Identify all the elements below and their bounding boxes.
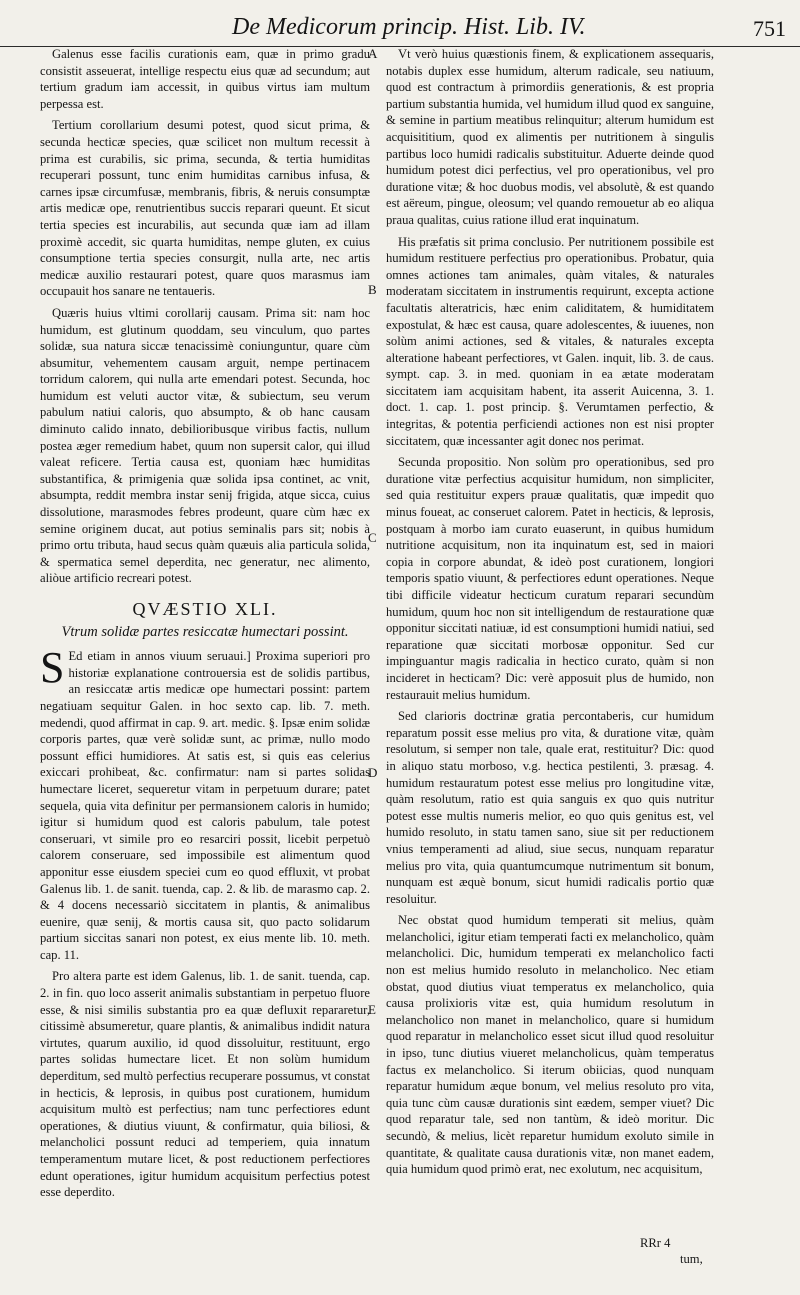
margin-letter-a: A — [368, 46, 378, 61]
margin-letter-column — [368, 0, 388, 1295]
right-column — [386, 46, 714, 1183]
signature-mark: RRr 4 — [640, 1236, 671, 1250]
paragraph: Nec obstat quod humidum temperati sit melius, quàm melancholici, igitur etiam temperati facti ex melancholico, quàm melancholici. Dic, humidum temperati ex melancholico facti non est melius humido resoluto in melancholico. Nec etiam obstat, quod diutius viuat temperatus ex melancholico, quia causa prolixioris vitæ est, quia humidum resolutum in melancholico non manet in melancholico, quare si humidum quod reparatur in melancholico esset sicut illud quod resoluitur in ipso, tunc diutius viueret melancholicus, quàm temperatus factus ex melancholico. Si iterum obiicias, quod nunquam reparatur humidum æque bonum, vel melius resoluto pro vita, quia tunc cùm causæ durationis sint eædem, semper viuet? Dic quod reparatur tale, sed non tantùm, & ideò moritur. Dic secundò, & melius, licèt reparetur humidum exoluto simile in quantitate, & qualitate causa durationis vitæ, non manet eadem, quia humidum quod primò erat, nec exolutum, nec acquisitum, — [386, 913, 714, 1177]
page-number: 751 — [753, 16, 786, 41]
margin-letter-b: B — [368, 282, 377, 297]
page-header — [0, 12, 800, 47]
paragraph: Vt verò huius quæstionis finem, & explicationem assequaris, notabis duplex esse humidum, alterum radicale, seu natiuum, quod est contractum à primordiis generationis, & est propria partium substantia humida, vel humidum illud quod ex sanguine, & semine in partium meatibus relinquitur; alterum humidum est acquisititium, quod ex alimentis per nutritionem à singulis partibus loco humidi radicalis substituitur. Aduerte deinde quod humidum potest dici perfectius, vel pro operationibus, vel pro duratione vitæ; & hoc duobus modis, vel absolutè, & est quando est aëreum, pingue, oleosum; vel quando remouetur ab eo aliqua praua qualitas, cuius ratione illud erat inquinatum. — [386, 47, 714, 227]
margin-letter-d: D — [368, 765, 378, 780]
paragraph: Galenus esse facilis curationis eam, quæ in primo gradu consistit asseuerat, intellige respectu eius quæ ad secundum; aut tertium gradum iam accessit, in quibus virtus iam multum perpessa est. — [40, 47, 370, 111]
catchword: tum, — [680, 1252, 703, 1266]
dropcap-paragraph-text: Ed etiam in annos viuum seruaui.] Proxima superiori pro historiæ explanatione controuersia est de solidis partibus, an resiccatæ artis medicæ ope humectari possint: partem negatiuam sequitur Galen. in hoc sexto cap. lib. 7. meth. medendi, quod affirmat in cap. 9. art. medic. §. Ipsæ enim solidæ corporis partes, quæ verè solidæ sunt, ac primæ, nullo modo possunt effici humidiores. At satis est, si quis eas celerius exiccari prohibeat, &c. confirmatur: nam si partes solidas humectare liceret, sequeretur vitam in perpetuum durare; patet sequela, quia vita definitur per permansionem caloris in humido; igitur si humidum quod est caloris pabulum, tale potest conseruari, vt simile pro eo resarciri possit, licebit perpetuò calorem conseruare, sed impossibile est alimentum quod apponitur esse eiusdem speciei cum eo quod effluxit, vt probat Galenus lib. 1. de sanit. tuenda, cap. 2. & lib. de marasmo cap. 2. & 4 docens necessariò siccitatem in plantis, & animalibus euenire, quæ senij, & mortis causa sit, quo pacto solidarum partium siccitas sanari non potest, ex eius mente lib. 10. meth. cap. 11. — [40, 649, 370, 962]
question-title: Vtrum solidæ partes resiccatæ humectari possint. — [61, 623, 349, 640]
paragraph: Quæris huius vltimi corollarij causam. Prima sit: nam hoc humidum, est glutinum quoddam, seu vinculum, quo partes solidæ, sua natura siccæ tenacissimè coniunguntur, quare cùm absumitur, vehementem causam arguit, nempe pertinacem torridum calorem, qui nulla arte emendari potest. Secunda, hoc humidum est veluti auctor vitæ, & subiectum, seu verum pabulum natiui caloris, quo absumpto, & ob hanc causam diminuto calido innato, debilioribusque viribus factis, nullum postea æger remedium habet, quum non supersit calor, qui illud valeat reficere. Tertia causa est, quoniam hæc humiditas substantifica, & primigenia quæ solida ipsa continet, ac vnit, absumpta, reddit membra instar senij frigida, atque sicca, cuius dissolutione, marasmodes febres prodeunt, quare cùm hæc ex semine originem ducat, aut potius seminalis pars sit; nobis à primo ortu tributa, haud secus quàm quæuis alia particula solida, & spermatica semel deperdita, nec generatur, nec alimento, aliòue artificio recreari potest. — [40, 305, 370, 586]
left-column — [40, 46, 370, 1206]
margin-letter-e: E — [368, 1002, 376, 1017]
paragraph: Pro altera parte est idem Galenus, lib. 1. de sanit. tuenda, cap. 2. in fin. quo loco asserit animalis substantiam in perpetuo fluore esse, & nisi similis substantia pro ea quæ defluxit repararetur, citissimè absumeretur, quare plantis, & animalibus indidit natura virtutes, quarum auxilio, id quod dissoluitur, restituunt, ergo partes solidas humectare licet. Et non solùm humidum deperditum, sed multò perfectius recuperare possumus, vt constat in hecticis, & leprosis, in quibus post curationem, humidum acquisitum multò est perfectius; nam tunc perfectiores edunt operationes, & diutius viuunt, & confirmatur, quia biliosi, & melancholici possunt reduci ad temperiem, quia innatum temperamentum mutare licet, & post reductionem perfectiores edunt operationes, igitur humidum acquisitum perfectius potest esse deperdito. — [40, 969, 370, 1200]
running-title: De Medicorum princip. Hist. Lib. IV. — [232, 14, 586, 40]
paragraph: Sed clarioris doctrinæ gratia percontaberis, cur humidum reparatum possit esse melius pro vita, & duratione vitæ, quàm resolutum, si semper non tale, quale erat, restituitur? Dic: quod in aliquo statu morboso, v.g. hectica pestilenti, 3. præsag. 4. humidum restauratum potest esse melius pro longitudine vitæ, quàm resolutum, ratio est quia sanguis ex quo quis nutritur potest esse multis numeris melior, eo quo quis genitus est, vel humido resoluto, in statu tamen sano, siue sit per reductionem vnius temperamenti ad aliud, siue secus, nunquam reparatur melius pro vita, quia quantumcumque nutrimentum sit bonum, nunquam est æquè bonum, sicut humidi radicalis portio quæ resoluitur. — [386, 709, 714, 906]
paragraph: Tertium corollarium desumi potest, quod sicut prima, & secunda hecticæ species, quæ scilicet non multum recessit à prima est curabilis, sic prima, secunda, & tertia humiditas recuperari possunt, tunc enim humiditas carnibus infusa, & carnes ipsæ circumfusæ, membranis, fibris, & neruis consumptæ artis medicæ ope, renutrientibus succis reparari queunt. Et sicut tertia species est incurabilis, aut secunda quæ iam ad illam proximè accedit, sic quarta humiditas, nempe gluten, ex cuius consumptione tertia species consurgit, nulla arte, nec artis medicæ auxilio restaurari potest, quare quos marasmus iam occupauit hos sanare ne tentaueris. — [40, 118, 370, 299]
dropcap-paragraph — [40, 643, 370, 963]
dropcap-letter: S — [40, 643, 65, 693]
paragraph: His præfatis sit prima conclusio. Per nutritionem possibile est humidum restituere perfectius pro operationibus. Probatur, quia omnes actiones tam animales, quàm vitales, & naturales moderatam siccitatem in instrumentis requirunt, excepta actione facultatis alteratricis, hæc enim caliditatem, & humiditatem expostulat, & hæc est causa, quare adolescentes, & iuuenes, non solùm animi actiones, sed & vitales, & naturales excepta alteratione habeant perfectiores, vt Galen. inquit, lib. 3. de caus. sympt. cap. 3. in med. quoniam in ea ætate moderatam siccitatem iam acquisitam habent, ita asserit Auicenna, 3. 1. doct. 1. cap. 1. post princip. §. Verumtamen perfectio, & integritas, & potentia perficiendi actiones non est nisi propter siccitatem, quæ incessanter agit donec nos perimat. — [386, 234, 714, 448]
paragraph: Secunda propositio. Non solùm pro operationibus, sed pro duratione vitæ perfectius acquisitur humidum, non simpliciter, sed quia restituitur expers prauæ qualitatis, quæ impedit quo minus foueat, ac conseruet calorem. Patet in hecticis, & leprosis, postquam à morbo iam curato euaserunt, in quibus humidum nutritione acquisitum, non ita inquinatum est, sed in maiori copia in corpore abundat, & ideò post curationem, longiori temporis spatio viuunt, & perfectiores edunt operationes. Neque tibi difficile videatur hecticum curatum reparari secundùm humidum, quum hoc non sit intelligendum de restauratione quæ opponitur siccitati natiuæ, id est consumptioni humidi natiui, sed reparatione quæ siccitati morbosæ opponitur. Sed cur impinguantur magis radicalia in hectico curato, quàm si non incideret in hecticam? Dic: verè apposuit plus de humido, non restaurauit melius humidum. — [386, 455, 714, 702]
margin-letter-c: C — [368, 530, 377, 545]
question-heading: QVÆSTIO XLI. — [132, 599, 278, 619]
